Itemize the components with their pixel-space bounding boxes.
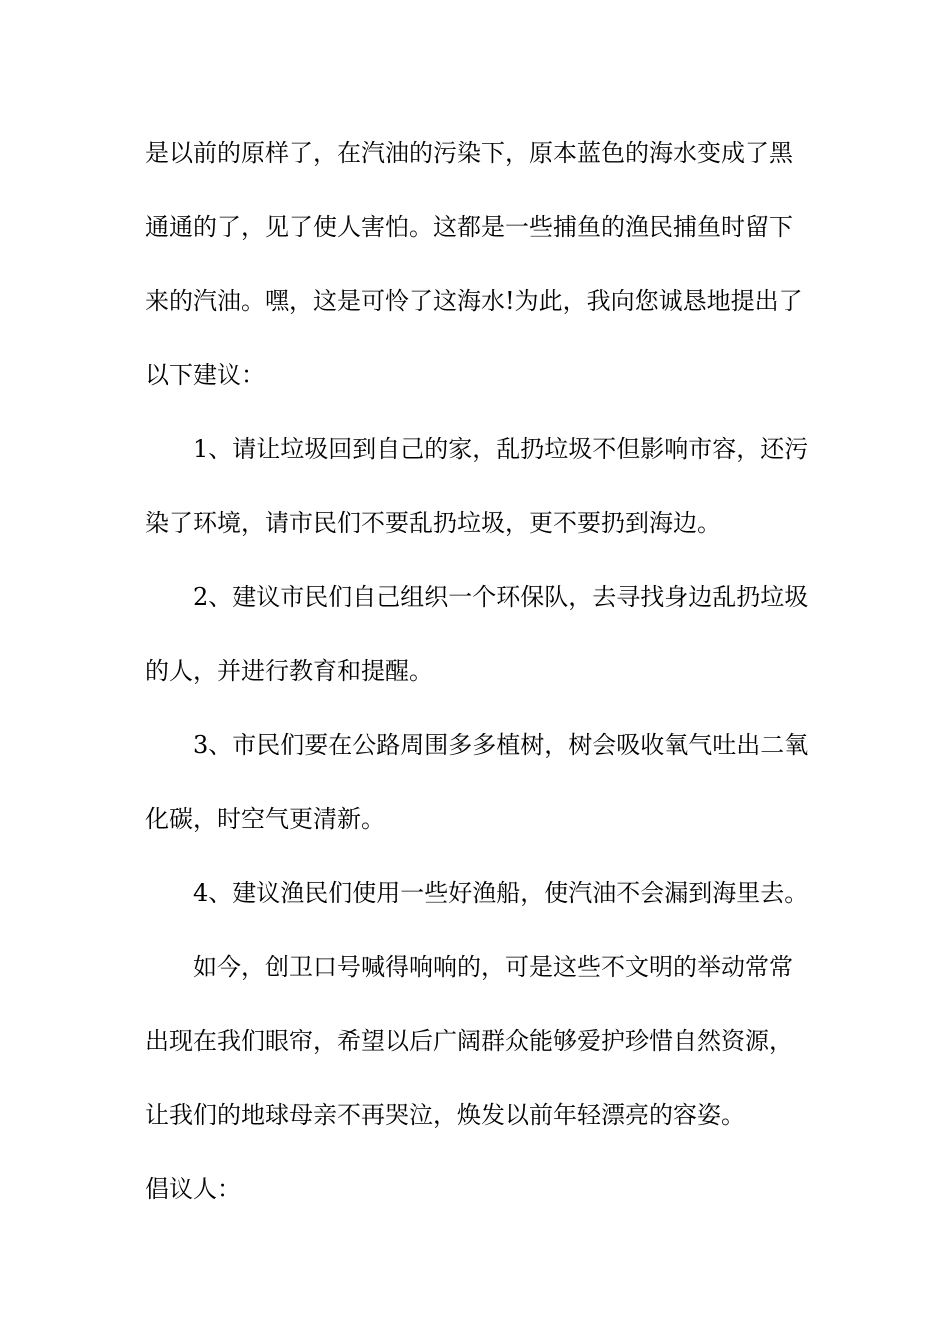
text-line: 1、请让垃圾回到自己的家，乱扔垃圾不但影响市容，还污 — [193, 435, 809, 463]
text-line: 染了环境，请市民们不要乱扔垃圾，更不要扔到海边。 — [145, 509, 721, 537]
text-line: 以下建议： — [145, 361, 265, 389]
text-line: 来的汽油。嘿，这是可怜了这海水!为此，我向您诚恳地提出了 — [145, 287, 803, 315]
text-line: 2、建议市民们自己组织一个环保队，去寻找身边乱扔垃圾 — [193, 583, 809, 611]
text-line: 3、市民们要在公路周围多多植树，树会吸收氧气吐出二氧 — [193, 731, 809, 759]
signature-label: 倡议人： — [145, 1175, 241, 1203]
text-line: 让我们的地球母亲不再哭泣，焕发以前年轻漂亮的容姿。 — [145, 1101, 745, 1129]
text-line: 的人，并进行教育和提醒。 — [145, 657, 433, 685]
text-line: 是以前的原样了，在汽油的污染下，原本蓝色的海水变成了黑 — [145, 139, 793, 167]
text-line: 化碳，时空气更清新。 — [145, 805, 385, 833]
text-line: 如今，创卫口号喊得响响的，可是这些不文明的举动常常 — [193, 953, 793, 981]
text-line: 通通的了，见了使人害怕。这都是一些捕鱼的渔民捕鱼时留下 — [145, 213, 793, 241]
text-line: 4、建议渔民们使用一些好渔船，使汽油不会漏到海里去。 — [193, 879, 809, 907]
text-line: 出现在我们眼帘，希望以后广阔群众能够爱护珍惜自然资源， — [145, 1027, 793, 1055]
